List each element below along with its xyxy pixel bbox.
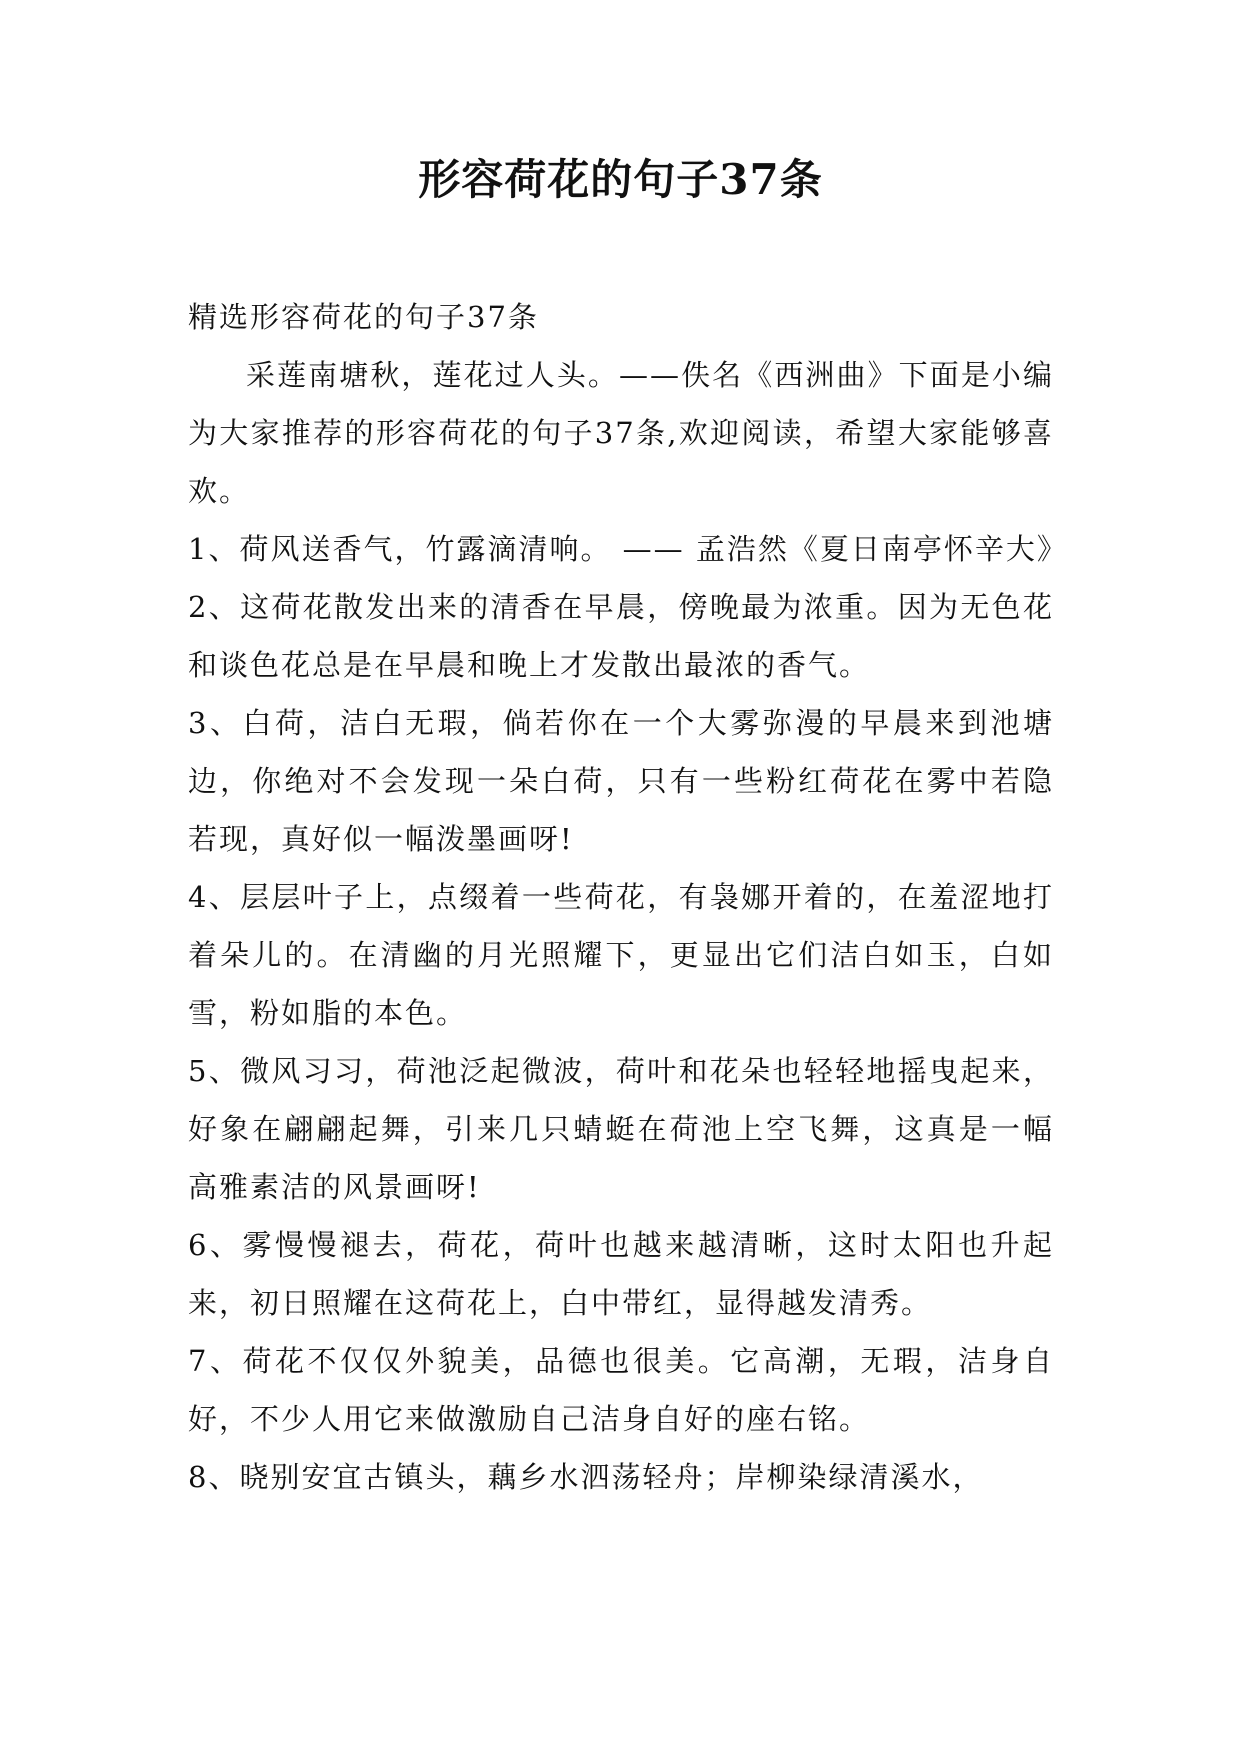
document-title: 形容荷花的句子37条 (418, 155, 823, 204)
list-item: 7、荷花不仅仅外貌美，品德也很美。它高潮，无瑕，洁身自好，不少人用它来做激励自己洁身自好的座右铭。 (188, 1344, 1054, 1436)
list-item: 6、雾慢慢褪去，荷花，荷叶也越来越清晰，这时太阳也升起来，初日照耀在这荷花上，白中带红，显得越发清秀。 (188, 1228, 1054, 1320)
list-item: 8、晓别安宜古镇头，藕乡水泗荡轻舟；岸柳染绿清溪水， (188, 1460, 984, 1494)
list-item: 3、白荷，洁白无瑕，倘若你在一个大雾弥漫的早晨来到池塘边，你绝对不会发现一朵白荷，只有一些粉红荷花在雾中若隐若现，真好似一幅泼墨画呀! (188, 706, 1054, 856)
list-item: 1、荷风送香气，竹露滴清响。 —— 孟浩然《夏日南亭怀辛大》 (188, 532, 1068, 566)
document-body (188, 288, 1068, 1506)
list-item: 4、层层叶子上，点缀着一些荷花，有袅娜开着的，在羞涩地打着朵儿的。在清幽的月光照耀下，更显出它们洁白如玉，白如雪，粉如脂的本色。 (188, 880, 1054, 1030)
list-item: 2、这荷花散发出来的清香在早晨，傍晚最为浓重。因为无色花和谈色花总是在早晨和晚上才发散出最浓的香气。 (188, 590, 1054, 682)
subtitle-paragraph: 精选形容荷花的句子37条 (188, 300, 539, 334)
list-item: 5、微风习习，荷池泛起微波，荷叶和花朵也轻轻地摇曳起来，好象在翩翩起舞，引来几只蜻蜓在荷池上空飞舞，这真是一幅高雅素洁的风景画呀! (188, 1054, 1054, 1204)
intro-paragraph: 采莲南塘秋，莲花过人头。——佚名《西洲曲》下面是小编为大家推荐的形容荷花的句子37条,欢迎阅读，希望大家能够喜欢。 (188, 358, 1054, 508)
